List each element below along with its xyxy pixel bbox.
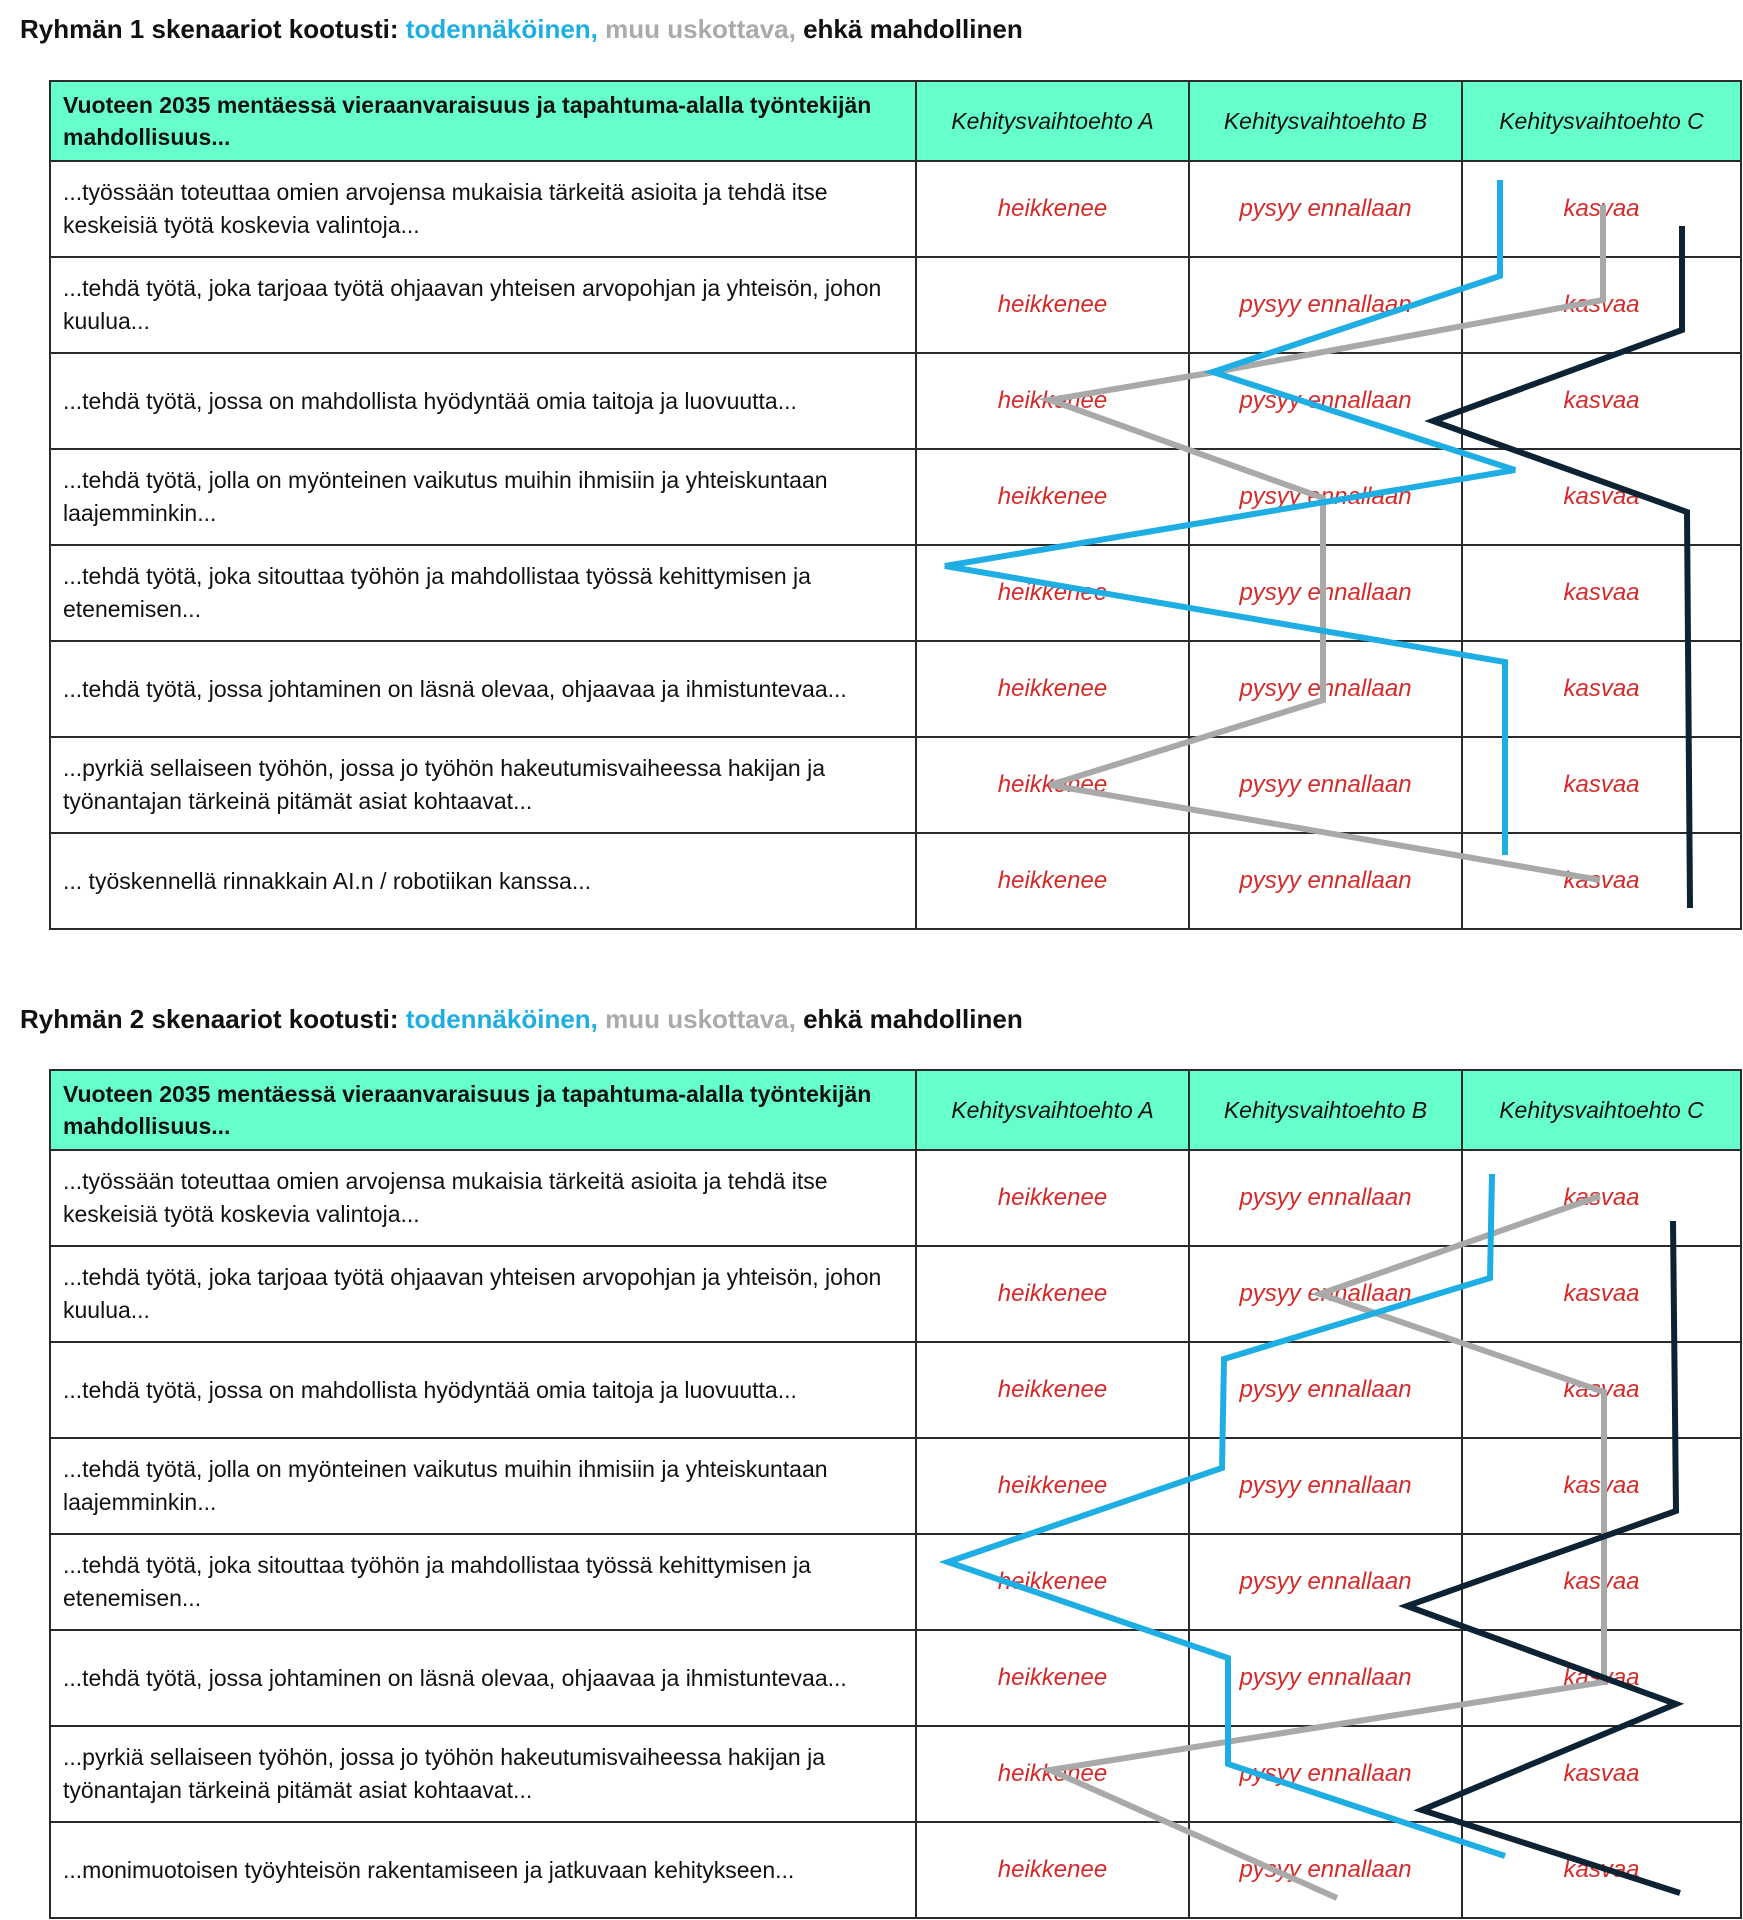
group1-header-option-a: Kehitysvaihtoehto A <box>916 81 1189 161</box>
option-b-value: pysyy ennallaan <box>1189 1822 1462 1918</box>
table-row <box>50 1246 1741 1342</box>
option-c-value: kasvaa <box>1462 1342 1741 1438</box>
option-a-value: heikkenee <box>916 1534 1189 1630</box>
row-statement: ...monimuotoisen työyhteisön rakentamiseen ja jatkuvaan kehitykseen... <box>50 1822 916 1918</box>
option-b-value: pysyy ennallaan <box>1189 161 1462 257</box>
option-a-value: heikkenee <box>916 449 1189 545</box>
group1-header-option-c: Kehitysvaihtoehto C <box>1462 81 1741 161</box>
option-a-value: heikkenee <box>916 353 1189 449</box>
option-b-value: pysyy ennallaan <box>1189 353 1462 449</box>
option-a-value: heikkenee <box>916 545 1189 641</box>
option-b-value: pysyy ennallaan <box>1189 1726 1462 1822</box>
option-a-value: heikkenee <box>916 833 1189 929</box>
option-a-value: heikkenee <box>916 1150 1189 1246</box>
option-a-value: heikkenee <box>916 1630 1189 1726</box>
row-statement: ...tehdä työtä, jossa on mahdollista hyödyntää omia taitoja ja luovuutta... <box>50 353 916 449</box>
option-a-value: heikkenee <box>916 1822 1189 1918</box>
option-b-value: pysyy ennallaan <box>1189 257 1462 353</box>
group1-header-option-b: Kehitysvaihtoehto B <box>1189 81 1462 161</box>
row-statement: ...tehdä työtä, joka tarjoaa työtä ohjaavan yhteisen arvopohjan ja yhteisön, johon kuulua... <box>50 1246 916 1342</box>
option-c-value: kasvaa <box>1462 1246 1741 1342</box>
table-row <box>50 1726 1741 1822</box>
row-statement: ...tehdä työtä, jossa johtaminen on läsnä olevaa, ohjaavaa ja ihmistuntevaa... <box>50 641 916 737</box>
group2-legend-possible: ehkä mahdollinen <box>803 1004 1023 1034</box>
group1-table <box>49 80 1742 930</box>
option-c-value: kasvaa <box>1462 641 1741 737</box>
row-statement: ...tehdä työtä, jolla on myönteinen vaikutus muihin ihmisiin ja yhteiskuntaan laajemminkin... <box>50 1438 916 1534</box>
group2-header-question: Vuoteen 2035 mentäessä vieraanvaraisuus ja tapahtuma-alalla työntekijän mahdollisuus... <box>50 1070 916 1150</box>
option-c-value: kasvaa <box>1462 1630 1741 1726</box>
table-row <box>50 257 1741 353</box>
table-row <box>50 1534 1741 1630</box>
option-a-value: heikkenee <box>916 161 1189 257</box>
table-row <box>50 641 1741 737</box>
row-statement: ...tehdä työtä, joka sitouttaa työhön ja mahdollistaa työssä kehittymisen ja etenemisen... <box>50 545 916 641</box>
option-b-value: pysyy ennallaan <box>1189 1630 1462 1726</box>
option-c-value: kasvaa <box>1462 737 1741 833</box>
option-a-value: heikkenee <box>916 1726 1189 1822</box>
option-c-value: kasvaa <box>1462 1438 1741 1534</box>
group1-title-prefix: Ryhmän 1 skenaariot kootusti: <box>20 14 399 44</box>
option-b-value: pysyy ennallaan <box>1189 737 1462 833</box>
option-b-value: pysyy ennallaan <box>1189 1150 1462 1246</box>
group2-header-option-a: Kehitysvaihtoehto A <box>916 1070 1189 1150</box>
group2-legend-other: muu uskottava, <box>605 1004 796 1034</box>
table-row <box>50 833 1741 929</box>
group1-legend-possible: ehkä mahdollinen <box>803 14 1023 44</box>
option-c-value: kasvaa <box>1462 161 1741 257</box>
option-c-value: kasvaa <box>1462 1534 1741 1630</box>
group2-title-prefix: Ryhmän 2 skenaariot kootusti: <box>20 1004 399 1034</box>
table-row <box>50 1150 1741 1246</box>
table-row <box>50 161 1741 257</box>
group1-header-row <box>50 81 1741 161</box>
option-b-value: pysyy ennallaan <box>1189 833 1462 929</box>
option-c-value: kasvaa <box>1462 449 1741 545</box>
group2-header-option-c: Kehitysvaihtoehto C <box>1462 1070 1741 1150</box>
table-row <box>50 353 1741 449</box>
option-c-value: kasvaa <box>1462 1150 1741 1246</box>
row-statement: ...tehdä työtä, joka sitouttaa työhön ja mahdollistaa työssä kehittymisen ja etenemisen... <box>50 1534 916 1630</box>
option-b-value: pysyy ennallaan <box>1189 1438 1462 1534</box>
table-row <box>50 449 1741 545</box>
group2-header-option-b: Kehitysvaihtoehto B <box>1189 1070 1462 1150</box>
group1-legend-other: muu uskottava, <box>605 14 796 44</box>
option-a-value: heikkenee <box>916 737 1189 833</box>
row-statement: ...työssään toteuttaa omien arvojensa mukaisia tärkeitä asioita ja tehdä itse keskeisiä työtä koskevia valintoja... <box>50 1150 916 1246</box>
option-c-value: kasvaa <box>1462 353 1741 449</box>
row-statement: ...tehdä työtä, jossa johtaminen on läsnä olevaa, ohjaavaa ja ihmistuntevaa... <box>50 1630 916 1726</box>
table-row <box>50 545 1741 641</box>
table-row <box>50 1630 1741 1726</box>
option-c-value: kasvaa <box>1462 545 1741 641</box>
row-statement: ...pyrkiä sellaiseen työhön, jossa jo työhön hakeutumisvaiheessa hakijan ja työnantajan tärkeinä pitämät asiat kohtaavat... <box>50 737 916 833</box>
option-a-value: heikkenee <box>916 1438 1189 1534</box>
row-statement: ...tehdä työtä, jolla on myönteinen vaikutus muihin ihmisiin ja yhteiskuntaan laajemminkin... <box>50 449 916 545</box>
row-statement: ...tehdä työtä, jossa on mahdollista hyödyntää omia taitoja ja luovuutta... <box>50 1342 916 1438</box>
option-a-value: heikkenee <box>916 257 1189 353</box>
option-b-value: pysyy ennallaan <box>1189 1342 1462 1438</box>
group2-header-row <box>50 1070 1741 1150</box>
option-c-value: kasvaa <box>1462 1822 1741 1918</box>
option-a-value: heikkenee <box>916 1342 1189 1438</box>
row-statement: ... työskennellä rinnakkain AI.n / robotiikan kanssa... <box>50 833 916 929</box>
group1-legend-likely: todennäköinen, <box>405 14 598 44</box>
row-statement: ...tehdä työtä, joka tarjoaa työtä ohjaavan yhteisen arvopohjan ja yhteisön, johon kuulua... <box>50 257 916 353</box>
option-c-value: kasvaa <box>1462 1726 1741 1822</box>
table-row <box>50 1342 1741 1438</box>
table-row <box>50 1822 1741 1918</box>
table-row <box>50 737 1741 833</box>
option-c-value: kasvaa <box>1462 257 1741 353</box>
table-row <box>50 1438 1741 1534</box>
row-statement: ...pyrkiä sellaiseen työhön, jossa jo työhön hakeutumisvaiheessa hakijan ja työnantajan tärkeinä pitämät asiat kohtaavat... <box>50 1726 916 1822</box>
option-b-value: pysyy ennallaan <box>1189 1246 1462 1342</box>
option-b-value: pysyy ennallaan <box>1189 449 1462 545</box>
option-b-value: pysyy ennallaan <box>1189 1534 1462 1630</box>
option-a-value: heikkenee <box>916 641 1189 737</box>
option-b-value: pysyy ennallaan <box>1189 545 1462 641</box>
group2-title <box>20 1006 1023 1032</box>
option-b-value: pysyy ennallaan <box>1189 641 1462 737</box>
group2-legend-likely: todennäköinen, <box>405 1004 598 1034</box>
group2-table <box>49 1069 1742 1919</box>
group1-header-question: Vuoteen 2035 mentäessä vieraanvaraisuus ja tapahtuma-alalla työntekijän mahdollisuus... <box>50 81 916 161</box>
group1-title <box>20 16 1023 42</box>
option-c-value: kasvaa <box>1462 833 1741 929</box>
option-a-value: heikkenee <box>916 1246 1189 1342</box>
row-statement: ...työssään toteuttaa omien arvojensa mukaisia tärkeitä asioita ja tehdä itse keskeisiä työtä koskevia valintoja... <box>50 161 916 257</box>
